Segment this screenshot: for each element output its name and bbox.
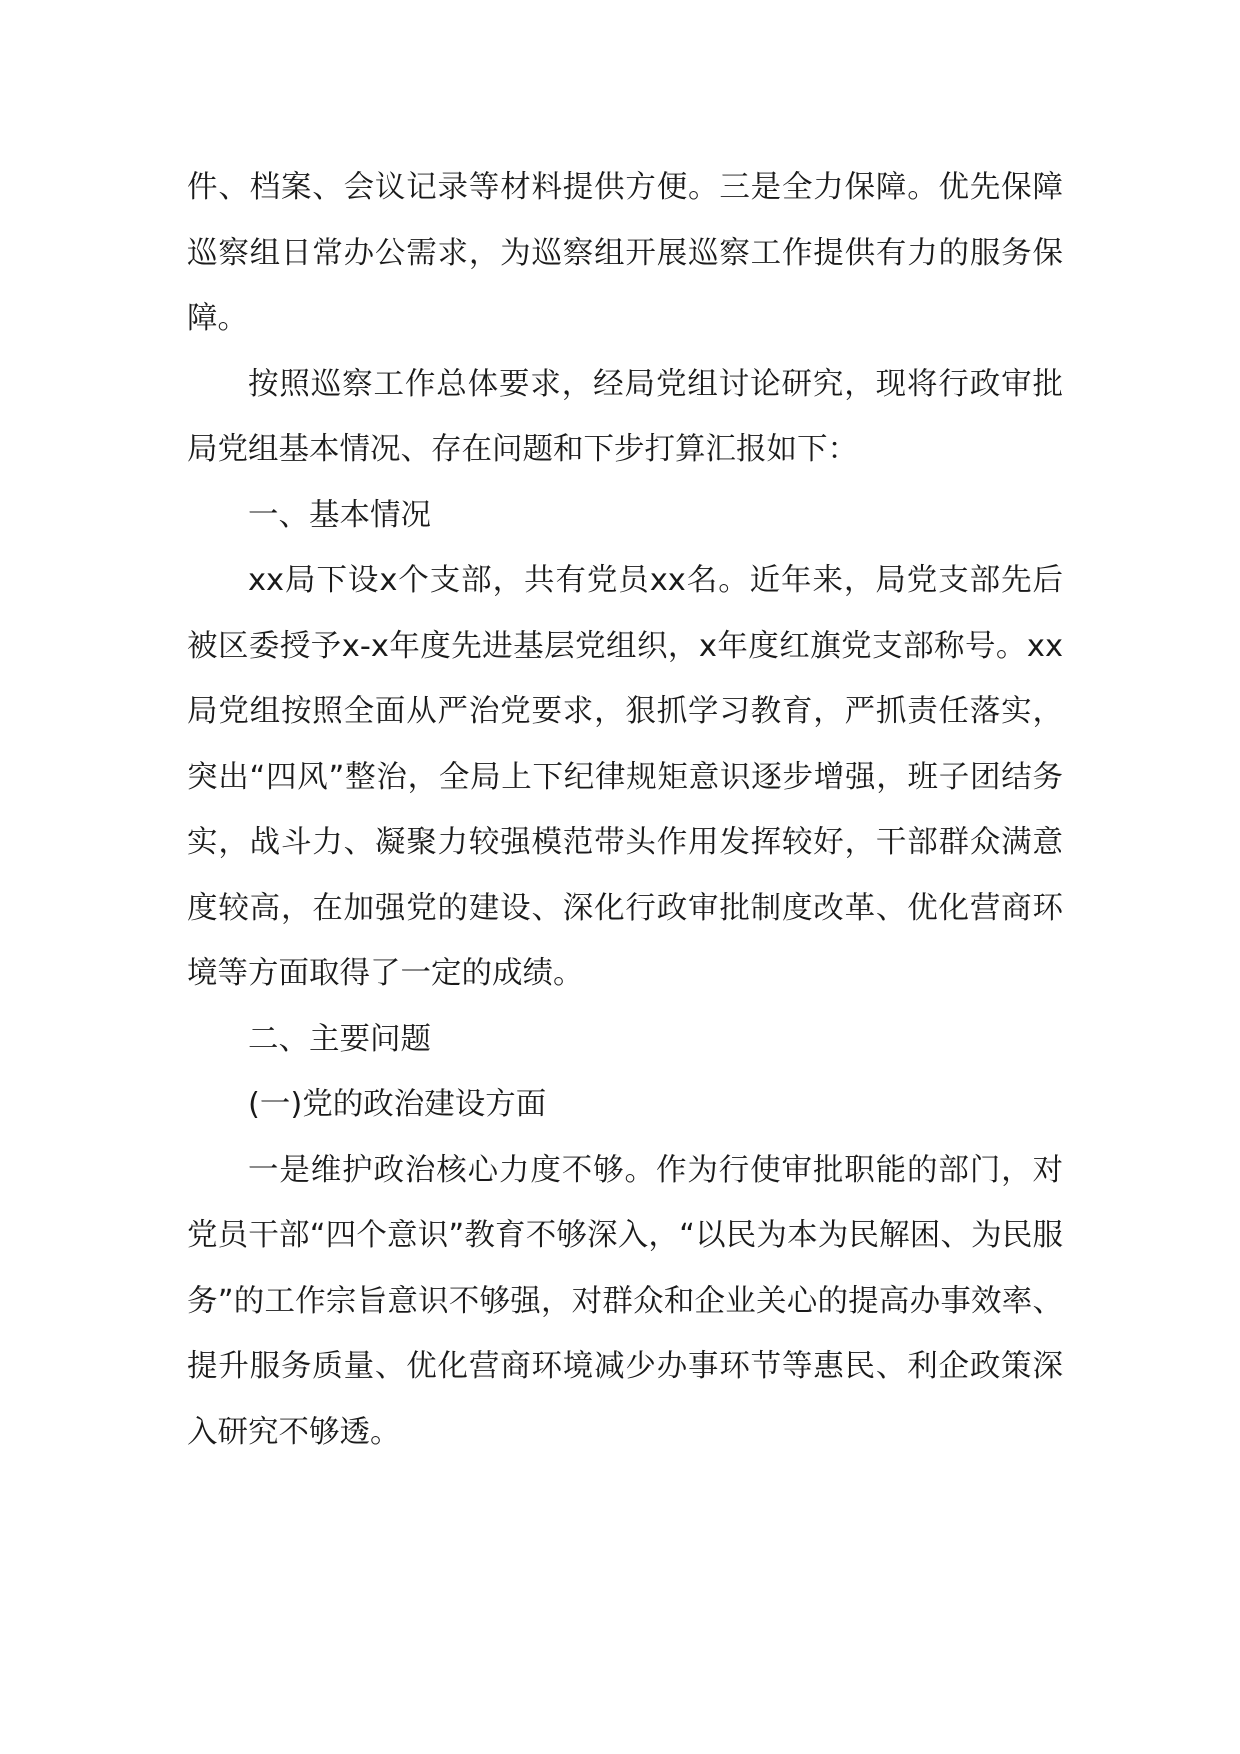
subsection-heading-political-construction: (一)党的政治建设方面 (248, 1087, 547, 1122)
section-heading-basic-situation: 一、基本情况 (248, 497, 431, 533)
section-heading-main-problems: 二、主要问题 (248, 1021, 431, 1057)
document-body (187, 155, 1063, 1465)
paragraph-basic-situation: xx局下设x个支部，共有党员xx名。近年来，局党支部先后被区委授予x-x年度先进基层党组织，x年度红旗党支部称号。xx局党组按照全面从严治党要求，狠抓学习教育，严抓责任落实，突出“四风”整治，全局上下纪律规矩意识逐步增强，班子团结务实，战斗力、凝聚力较强模范带头作用发挥较好，干部群众满意度较高，在加强党的建设、深化行政审批制度改革、优化营商环境等方面取得了一定的成绩。 (187, 563, 1063, 991)
paragraph-continuation: 件、档案、会议记录等材料提供方便。三是全力保障。优先保障巡察组日常办公需求，为巡察组开展巡察工作提供有力的服务保障。 (187, 170, 1063, 336)
paragraph-political-core: 一是维护政治核心力度不够。作为行使审批职能的部门，对党员干部“四个意识”教育不够深入，“以民为本为民解困、为民服务”的工作宗旨意识不够强，对群众和企业关心的提高办事效率、提升服务质量、优化营商环境减少办事环节等惠民、利企政策深入研究不够透。 (187, 1152, 1063, 1450)
paragraph-intro: 按照巡察工作总体要求，经局党组讨论研究，现将行政审批局党组基本情况、存在问题和下步打算汇报如下： (187, 366, 1063, 467)
